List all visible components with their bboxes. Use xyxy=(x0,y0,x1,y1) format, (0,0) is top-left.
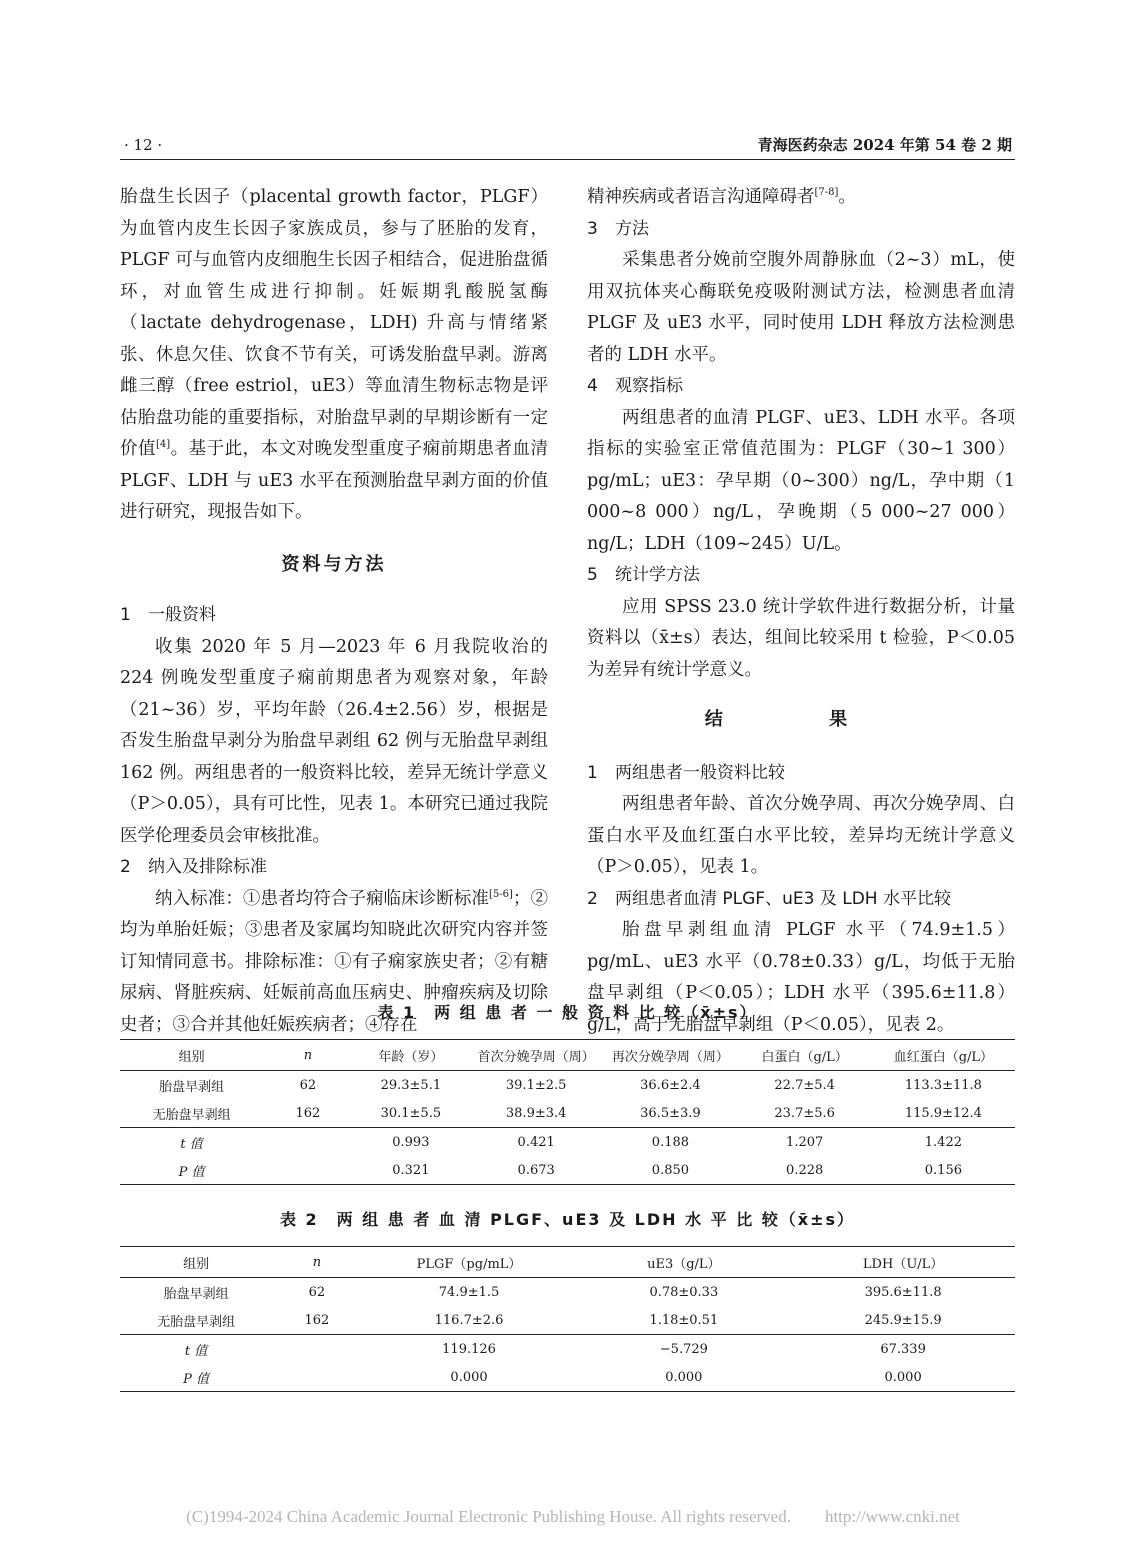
subsection-heading-5 xyxy=(587,560,1015,592)
table-cell: 162 xyxy=(304,1312,330,1328)
table-row xyxy=(120,1128,1015,1157)
table-header-cell: 白蛋白（g/L） xyxy=(738,1040,872,1071)
table-row xyxy=(120,1335,1015,1364)
table2 xyxy=(120,1246,1015,1392)
table-cell: 245.9±15.9 xyxy=(864,1312,942,1328)
table-cell: −5.729 xyxy=(576,1335,791,1364)
table-header-cell: 组别 xyxy=(120,1247,272,1278)
table-cell: 0.78±0.33 xyxy=(649,1284,719,1300)
table-cell: 0.850 xyxy=(603,1156,737,1185)
intro-end-text: 。基于此，本文对晚发型重度子痫前期患者血清 PLGF、LDH 与 uE3 水平在预测胎盘早剥方面的价值进行研究，现报告如下。 xyxy=(120,439,549,522)
left-column xyxy=(120,182,548,1041)
table-cell: 38.9±3.4 xyxy=(505,1105,567,1121)
table-cell: 36.6±2.4 xyxy=(640,1077,701,1093)
table-cell xyxy=(263,1128,353,1157)
table-row xyxy=(120,1363,1015,1392)
section-heading-methods: 资料与方法 xyxy=(281,553,387,575)
table-cell: 115.9±12.4 xyxy=(904,1105,982,1121)
table-cell: 74.9±1.5 xyxy=(438,1284,500,1300)
table-cell: 162 xyxy=(295,1105,321,1121)
table-cell: 62 xyxy=(308,1284,326,1300)
table-cell: 无胎盘早剥组 xyxy=(152,1107,231,1123)
subsection-heading-1 xyxy=(120,600,548,632)
table-cell: 113.3±11.8 xyxy=(904,1077,982,1093)
table-header-cell: PLGF（pg/mL） xyxy=(362,1247,577,1278)
table-cell: 0.993 xyxy=(353,1128,469,1157)
table-cell: 0.421 xyxy=(469,1128,603,1157)
table-cell: 无胎盘早剥组 xyxy=(157,1314,236,1330)
table-cell: P 值 xyxy=(120,1156,263,1185)
table-cell: 0.673 xyxy=(469,1156,603,1185)
table-cell: 30.1±5.5 xyxy=(380,1105,442,1121)
table-cell: 22.7±5.4 xyxy=(774,1077,835,1093)
table-cell: 1.18±0.51 xyxy=(649,1312,719,1328)
table-header-cell: 首次分娩孕周（周） xyxy=(469,1040,603,1071)
right-column xyxy=(587,182,1015,1041)
subsection-title: 两组患者一般资料比较 xyxy=(615,762,785,783)
table-cell xyxy=(272,1335,362,1364)
result-paragraph-1: 两组患者年龄、首次分娩孕周、再次分娩孕周、白蛋白水平及血红蛋白水平比较，差异均无统计学意义（P＞0.05），见表 1。 xyxy=(587,794,1015,877)
citation: [7-8] xyxy=(814,187,839,199)
continued-paragraph xyxy=(587,182,1015,214)
table1-header-row xyxy=(120,1040,1015,1071)
table-cell: t 值 xyxy=(120,1335,272,1364)
table-header-cell: 组别 xyxy=(120,1040,263,1071)
subsection-number: 1 xyxy=(120,605,131,625)
table-header-cell: n xyxy=(263,1040,353,1071)
citation: [4] xyxy=(156,439,171,451)
intro-text: 胎盘生长因子（placental growth factor，PLGF）为血管内皮生长因子家族成员，参与了胚胎的发育，PLGF 可与血管内皮细胞生长因子相结合，促进胎盘循环，对血管生成进行抑制。妊娠期乳酸脱氢酶（lactate dehydrogenase，LDH) 升高与情绪紧张、休息欠佳、饮食不节有关，可诱发胎盘早剥。游离雌三醇（free estriol，uE3）等血清生物标志物是评估胎盘功能的重要指标，对胎盘早剥的早期诊断有一定价值 xyxy=(120,187,548,459)
header-rule xyxy=(120,159,1015,160)
subsection-number: 5 xyxy=(587,565,598,585)
copyright-footer: (C)1994-2024 China Academic Journal Electronic Publishing House. All rights reserved. http://www.cnki.net xyxy=(186,1507,960,1526)
table-header-cell: n xyxy=(272,1247,362,1278)
intro-paragraph xyxy=(120,182,548,529)
table-cell xyxy=(272,1363,362,1392)
subsection-number: 2 xyxy=(120,857,131,877)
table-row xyxy=(120,1306,1015,1335)
table-cell: 0.188 xyxy=(603,1128,737,1157)
table-cell: 116.7±2.6 xyxy=(434,1312,504,1328)
continued-end: 。 xyxy=(838,187,856,207)
table-row xyxy=(120,1099,1015,1128)
method-paragraph: 采集患者分娩前空腹外周静脉血（2~3）mL，使用双抗体夹心酶联免疫吸附测试方法，检测患者血清 PLGF 及 uE3 水平，同时使用 LDH 释放方法检测患者的 LDH 水平。 xyxy=(587,250,1015,365)
table-cell: 1.207 xyxy=(738,1128,872,1157)
table1 xyxy=(120,1039,1015,1185)
table-cell: 0.228 xyxy=(738,1156,872,1185)
table1-caption: 表 1 两 组 患 者 一 般 资 料 比 较（x̄±s） xyxy=(377,1003,758,1022)
subsection-title: 纳入及排除标准 xyxy=(148,857,267,877)
criteria-text-cont: ；②均为单胎妊娠；③患者及家属均知晓此次研究内容并签订知情同意书。排除标准：①有子痫家族史者；②有糖尿病、肾脏疾病、妊娠前高血压病史、肿瘤疾病及切除史者；③合并其他妊娠疾病者；④存在 xyxy=(120,888,549,1035)
subsection-title: 统计学方法 xyxy=(615,565,700,585)
section-heading-results: 结 果 xyxy=(704,709,898,730)
table-cell: P 值 xyxy=(120,1363,272,1392)
table-cell: 1.422 xyxy=(872,1128,1015,1157)
table-cell xyxy=(263,1156,353,1185)
subsection-number: 1 xyxy=(587,762,598,783)
subsection-number: 3 xyxy=(587,218,598,239)
table2-caption: 表 2 两 组 患 者 血 清 PLGF、uE3 及 LDH 水 平 比 较（x̄±s） xyxy=(279,1210,856,1229)
subsection-title: 两组患者血清 PLGF、uE3 及 LDH 水平比较 xyxy=(615,888,951,909)
table-cell: 0.156 xyxy=(872,1156,1015,1185)
result-paragraph-2: 胎盘早剥组血清 PLGF 水平（74.9±1.5）pg/mL、uE3 水平（0.78±0.33）g/L，均低于无胎盘早剥组（P＜0.05）；LDH 水平（395.6±11.8）g/L，高于无胎盘早剥组（P＜0.05），见表 2。 xyxy=(587,920,1015,1035)
table2-header-row xyxy=(120,1247,1015,1278)
citation: [5-6] xyxy=(489,888,513,900)
table-cell: 39.1±2.5 xyxy=(505,1077,567,1093)
table-cell: 胎盘早剥组 xyxy=(163,1286,229,1302)
table-cell: 62 xyxy=(299,1077,317,1093)
result-heading-1 xyxy=(587,758,1015,790)
table-cell: 67.339 xyxy=(791,1335,1015,1364)
subsection-heading-4 xyxy=(587,371,1015,403)
table-cell: 23.7±5.6 xyxy=(774,1105,835,1121)
table-cell: 29.3±5.1 xyxy=(380,1077,442,1093)
table-cell: t 值 xyxy=(120,1128,263,1157)
journal-title: 青海医药杂志 2024 年第 54 卷 2 期 xyxy=(757,136,1012,154)
table-cell: 胎盘早剥组 xyxy=(159,1079,225,1095)
statistics-paragraph: 应用 SPSS 23.0 统计学软件进行数据分析，计量资料以（x̄±s）表达，组间比较采用 t 检验，P＜0.05 为差异有统计学意义。 xyxy=(587,596,1015,680)
subsection-number: 2 xyxy=(587,888,598,909)
table-header-cell: 年龄（岁） xyxy=(353,1040,469,1071)
table-header-cell: LDH（U/L） xyxy=(791,1247,1015,1278)
criteria-text: 纳入标准：①患者均符合子痫临床诊断标准 xyxy=(155,888,490,909)
table-row xyxy=(120,1071,1015,1100)
table-cell: 0.000 xyxy=(362,1363,577,1392)
subsection-title: 一般资料 xyxy=(148,605,216,625)
table-row xyxy=(120,1156,1015,1185)
subsection-title: 观察指标 xyxy=(615,376,683,396)
continued-text: 精神疾病或者语言沟通障碍者 xyxy=(587,187,815,207)
table-cell: 395.6±11.8 xyxy=(864,1284,942,1300)
table-cell: 0.000 xyxy=(576,1363,791,1392)
page-number: · 12 · xyxy=(124,136,163,154)
table-cell: 36.5±3.9 xyxy=(640,1105,701,1121)
subsection-heading-3 xyxy=(587,214,1015,246)
indicators-paragraph: 两组患者的血清 PLGF、uE3、LDH 水平。各项指标的实验室正常值范围为：PLGF（30~1 300）pg/mL；uE3：孕早期（0~300）ng/L，孕中期（1 000~8 000）ng/L，孕晚期（5 000~27 000）ng/L；LDH（109~245）U/L。 xyxy=(587,407,1015,554)
general-data-paragraph: 收集 2020 年 5 月—2023 年 6 月我院收治的 224 例晚发型重度子痫前期患者为观察对象，年龄（21~36）岁，平均年龄（26.4±2.56）岁，根据是否发生胎盘早剥分为胎盘早剥组 62 例与无胎盘早剥组 162 例。两组患者的一般资料比较，差异无统计学意义（P＞0.05），具有可比性，见表 1。本研究已通过我院医学伦理委员会审核批准。 xyxy=(120,636,548,846)
table-cell: 0.321 xyxy=(353,1156,469,1185)
table-header-cell: 血红蛋白（g/L） xyxy=(872,1040,1015,1071)
subsection-heading-2 xyxy=(120,852,548,884)
table-header-cell: uE3（g/L） xyxy=(576,1247,791,1278)
table-header-cell: 再次分娩孕周（周） xyxy=(603,1040,737,1071)
result-heading-2 xyxy=(587,884,1015,916)
table-row xyxy=(120,1278,1015,1307)
table-cell: 119.126 xyxy=(362,1335,577,1364)
subsection-number: 4 xyxy=(587,376,598,396)
table-cell: 0.000 xyxy=(791,1363,1015,1392)
subsection-title: 方法 xyxy=(615,218,649,239)
